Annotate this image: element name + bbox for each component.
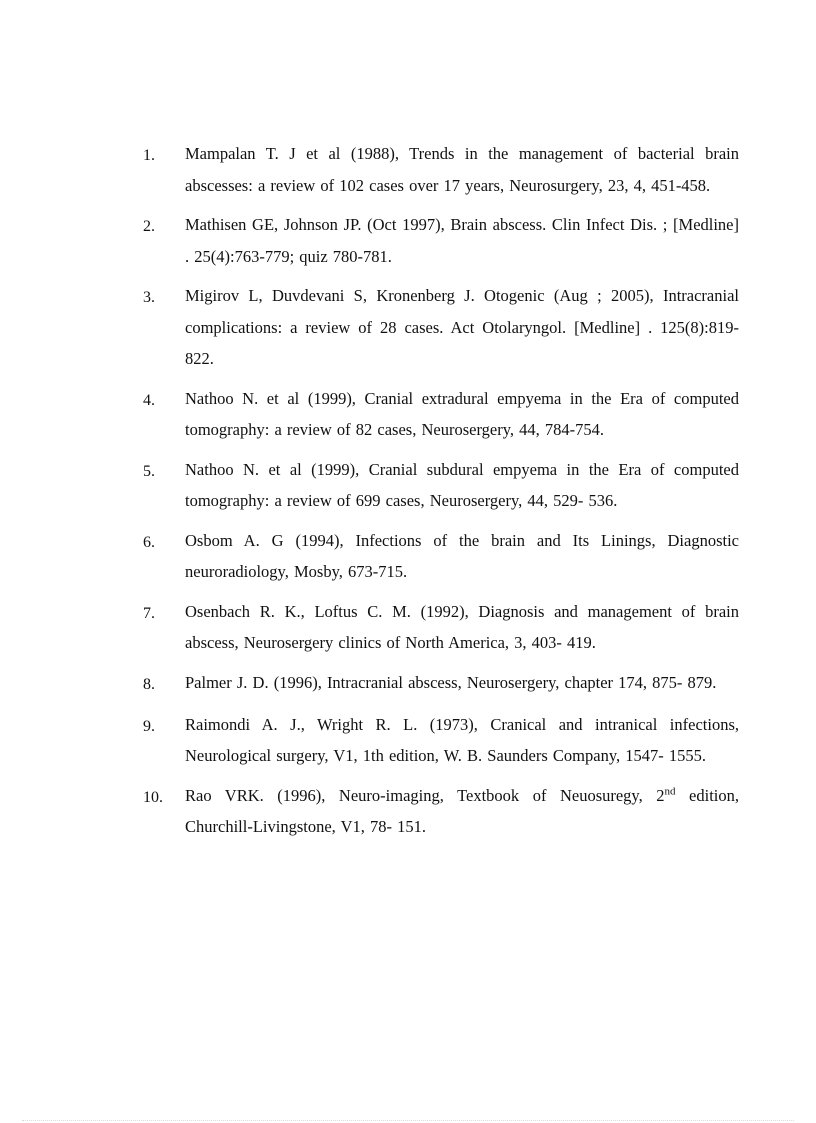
reference-number: 4. (143, 391, 155, 409)
reference-item (143, 454, 739, 517)
reference-text: Mathisen GE, Johnson JP. (Oct 1997), Brain abscess. Clin Infect Dis. ; [Medline] . 25(4):763-779; quiz 780-781. (185, 215, 739, 266)
reference-item (143, 709, 739, 772)
reference-text: Palmer J. D. (1996), Intracranial abscess, Neurosergery, chapter 174, 875- 879. (185, 672, 717, 692)
reference-text (185, 780, 739, 843)
reference-number: 9. (143, 717, 155, 735)
reference-number: 2. (143, 218, 155, 235)
reference-item (143, 138, 739, 201)
reference-item (143, 209, 739, 272)
reference-text: Osenbach R. K., Loftus C. M. (1992), Diagnosis and management of brain abscess, Neurosergery clinics of North America, 3, 403- 419. (185, 601, 739, 652)
page-bottom-border (22, 1120, 794, 1121)
reference-text: Migirov L, Duvdevani S, Kronenberg J. Otogenic (Aug ; 2005), Intracranial complications: a review of 28 cases. Act Otolaryngol. [Medline] . 125(8):819-822. (185, 286, 739, 368)
reference-text: Nathoo N. et al (1999), Cranial extradural empyema in the Era of computed tomography: a review of 82 cases, Neurosergery, 44, 784-754. (185, 388, 739, 439)
reference-text: Raimondi A. J., Wright R. L. (1973), Cranical and intranical infections, Neurological surgery, V1, 1th edition, W. B. Saunders Company, 1547- 1555. (185, 714, 739, 765)
reference-number: 10. (143, 788, 163, 806)
reference-item (143, 280, 739, 375)
reference-text: Nathoo N. et al (1999), Cranial subdural empyema in the Era of computed tomography: a review of 699 cases, Neurosergery, 44, 529- 536. (185, 459, 739, 510)
reference-item (143, 383, 739, 446)
reference-number: 1. (143, 147, 155, 164)
reference-text-before-superscript: Rao VRK. (1996), Neuro-imaging, Textbook of Neuosuregy, 2 (185, 785, 665, 805)
reference-text-after-superscript: edition, Churchill-Livingstone, V1, 78- 151. (185, 785, 739, 836)
reference-item (143, 667, 739, 701)
reference-number: 3. (143, 289, 155, 306)
reference-number: 5. (143, 462, 155, 480)
reference-item (143, 780, 739, 843)
reference-text: Mampalan T. J et al (1988), Trends in the management of bacterial brain abscesses: a review of 102 cases over 17 years, Neurosurgery, 23, 4, 451-458. (185, 144, 739, 195)
reference-number: 6. (143, 533, 155, 551)
reference-item (143, 525, 739, 588)
ordinal-superscript: nd (664, 785, 676, 797)
reference-list (143, 138, 739, 851)
reference-text: Osbom A. G (1994), Infections of the brain and Its Linings, Diagnostic neuroradiology, Mosby, 673-715. (185, 530, 739, 581)
reference-item (143, 596, 739, 659)
reference-number: 8. (143, 675, 155, 693)
reference-number: 7. (143, 604, 155, 622)
